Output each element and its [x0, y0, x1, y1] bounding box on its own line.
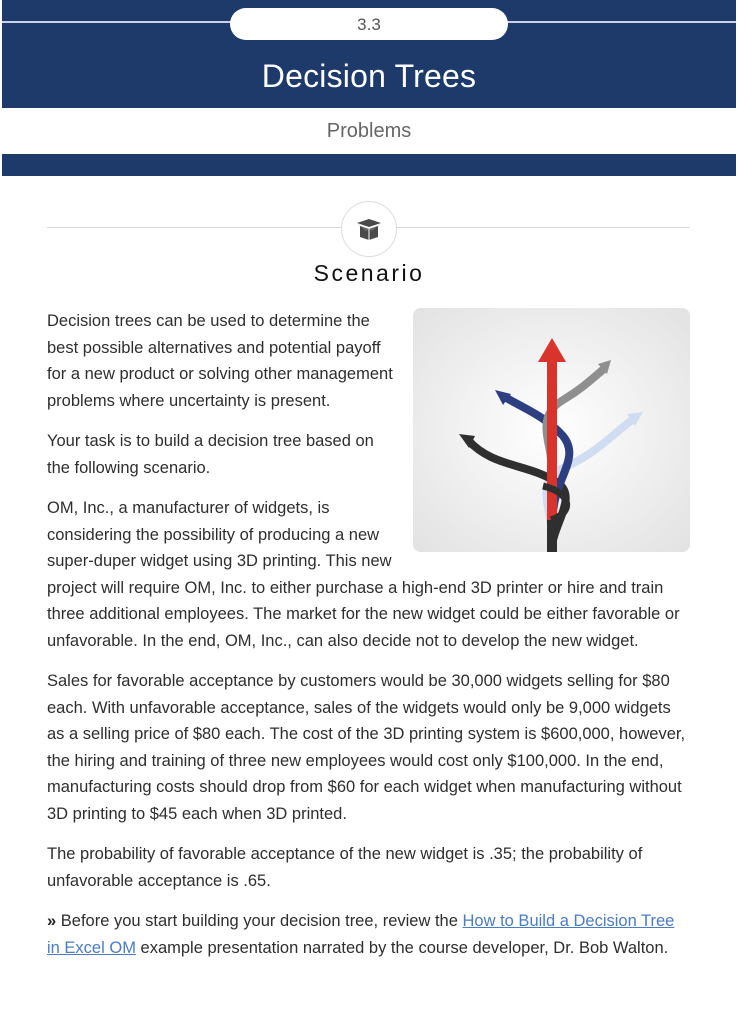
- page-subtitle: Problems: [326, 120, 412, 142]
- scenario-heading: Scenario: [313, 260, 425, 286]
- scenario-paragraph-4: Sales for favorable acceptance by customers would be 30,000 widgets selling for $80 each. With unfavorable acceptance, sales of the widgets would only be 9,000 widgets as a selling price of $80 each. The cost of the 3D printing system is $600,000, however, the hiring and training of three new employees would cost only $100,000. In the end, manufacturing costs should drop from $60 for each widget when manufacturing without 3D printing to $45 each when 3D printed.: [47, 672, 686, 823]
- section-number-badge: 3.3: [230, 8, 508, 40]
- scenario-paragraph-2: Your task is to build a decision tree based on the following scenario.: [47, 432, 374, 477]
- scenario-paragraph-1: Decision trees can be used to determine the best possible alternatives and potential payoff for a new product or solving other management problems where uncertainty is present.: [47, 312, 393, 410]
- excel-om-presentation-link[interactable]: How to Build a Decision Tree in Excel OM: [47, 912, 675, 957]
- header-banner: [2, 0, 736, 108]
- final-suffix: example presentation narrated by the course developer, Dr. Bob Walton.: [135, 938, 669, 957]
- scenario-icon-circle: [341, 201, 397, 257]
- final-prefix: Before you start building your decision tree, review the: [60, 912, 463, 930]
- scenario-content: [47, 308, 690, 975]
- scenario-paragraph-3: OM, Inc., a manufacturer of widgets, is considering the possibility of producing a new super-duper widget using 3D printing. This new project will require OM, Inc. to either purchase a high-end 3D printer or hire and train three additional employees. The market for the new widget could be either favorable or unfavorable. In the end, OM, Inc., can also decide not to develop the new widget.: [47, 499, 680, 650]
- page-title: Decision Trees: [261, 58, 477, 94]
- arrows-illustration: [413, 308, 690, 552]
- scenario-paragraph-5: The probability of favorable acceptance of the new widget is .35; the probability of unfavorable acceptance is .65.: [47, 845, 643, 890]
- scenario-final-paragraph: [47, 908, 690, 961]
- double-chevron-right-icon: »: [47, 912, 57, 930]
- header-bottom-bar: [2, 154, 736, 176]
- box-open-icon: [355, 215, 383, 243]
